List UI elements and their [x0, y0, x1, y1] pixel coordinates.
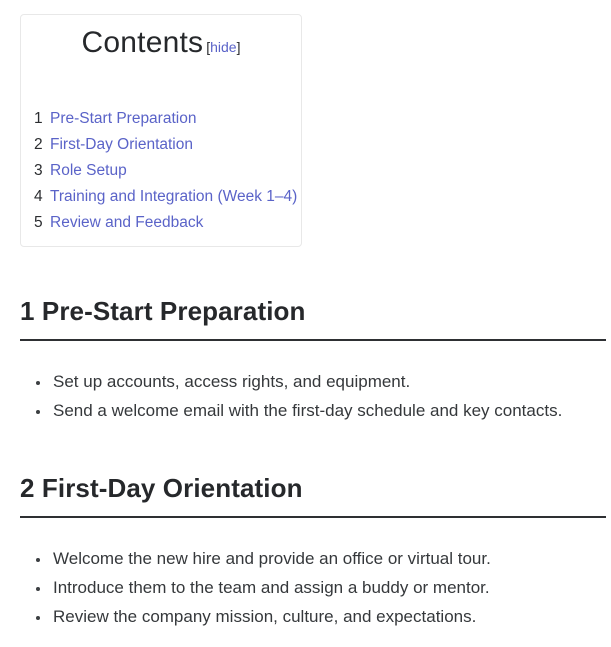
toc-hide-link[interactable]: hide — [210, 39, 237, 55]
bullet-item: • Review the company mission, culture, and expectations. — [51, 603, 606, 630]
toc-item-number: 2 — [34, 136, 43, 153]
toc-item — [34, 132, 289, 158]
toc-link-role-setup[interactable]: Role Setup — [50, 162, 127, 179]
section-bullet-list — [20, 545, 606, 630]
toc-link-pre-start-preparation[interactable]: Pre-Start Preparation — [50, 110, 197, 127]
toc-header — [33, 25, 289, 66]
toc-item-number: 1 — [34, 110, 43, 127]
toc-item-number: 3 — [34, 162, 43, 179]
toc-item — [34, 210, 289, 236]
table-of-contents — [20, 14, 302, 247]
toc-item — [34, 158, 289, 184]
toc-hide-bracket-close: ] — [236, 39, 241, 55]
toc-link-review-and-feedback[interactable]: Review and Feedback — [50, 214, 204, 231]
toc-list — [33, 106, 298, 236]
toc-link-first-day-orientation[interactable]: First-Day Orientation — [50, 136, 193, 153]
toc-toggle — [206, 39, 240, 55]
toc-item-number: 4 — [34, 188, 43, 205]
toc-title: Contents — [81, 26, 204, 59]
section-heading-first-day-orientation: 2 First-Day Orientation — [20, 472, 606, 518]
bullet-item: • Send a welcome email with the first-day schedule and key contacts. — [51, 397, 606, 424]
section-bullet-list — [20, 368, 606, 424]
toc-item — [34, 106, 289, 132]
toc-item-number: 5 — [34, 214, 43, 231]
bullet-item: • Set up accounts, access rights, and equipment. — [51, 368, 606, 395]
toc-link-training-and-integration[interactable]: Training and Integration (Week 1–4) — [50, 188, 298, 205]
toc-item — [34, 184, 298, 210]
bullet-item: • Welcome the new hire and provide an office or virtual tour. — [51, 545, 606, 572]
bullet-item: • Introduce them to the team and assign a buddy or mentor. — [51, 574, 606, 601]
toc-hide-bracket-open: [ — [206, 39, 211, 55]
section-heading-pre-start-preparation: 1 Pre-Start Preparation — [20, 295, 606, 341]
